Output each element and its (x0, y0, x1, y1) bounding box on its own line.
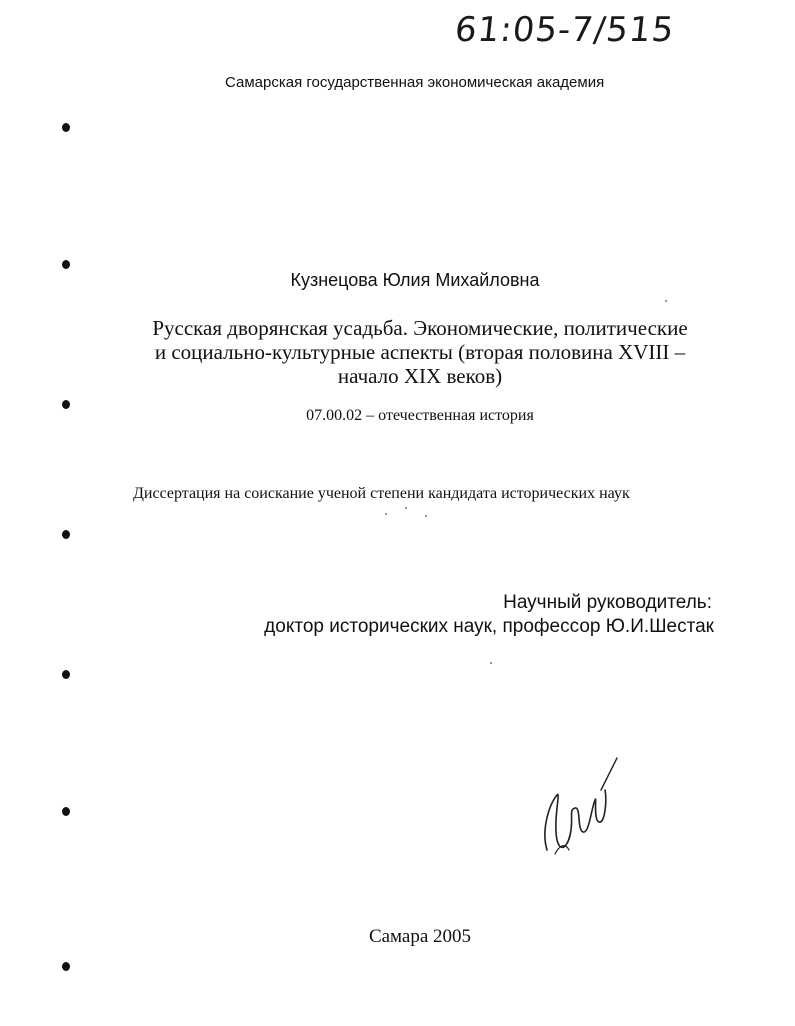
dissertation-title (0, 316, 795, 388)
specialty-code: 07.00.02 – отечественная история (306, 407, 534, 424)
supervisor-role: Научный руководитель: (503, 592, 712, 613)
scan-speck (490, 662, 492, 664)
binding-hole-mark (62, 670, 70, 679)
supervisor-name: доктор исторических наук, профессор Ю.И.Шестак (264, 616, 714, 637)
institution-name: Самарская государственная экономическая академия (225, 74, 605, 91)
author-name: Кузнецова Юлия Михайловна (290, 270, 540, 290)
scan-speck (665, 300, 667, 302)
binding-hole-mark (62, 962, 70, 971)
title-line-2: и социально-культурные аспекты (вторая половина XVIII – (154, 340, 686, 364)
signature-mark (535, 750, 625, 870)
city-and-year: Самара 2005 (368, 926, 472, 947)
scan-speck (405, 507, 407, 509)
degree-statement: Диссертация на соискание ученой степени кандидата исторических наук (133, 485, 630, 502)
title-line-1: Русская дворянская усадьба. Экономические, политические (152, 316, 688, 340)
binding-hole-mark (62, 123, 70, 132)
binding-hole-mark (62, 400, 70, 409)
binding-hole-mark (62, 807, 70, 816)
binding-hole-mark (62, 530, 70, 539)
scan-speck (385, 513, 387, 515)
binding-hole-mark (62, 260, 70, 269)
title-line-3: начало XIX веков) (337, 364, 503, 388)
inventory-code-handwritten: 61:05-7/515 (452, 10, 677, 50)
scan-speck (425, 515, 427, 517)
